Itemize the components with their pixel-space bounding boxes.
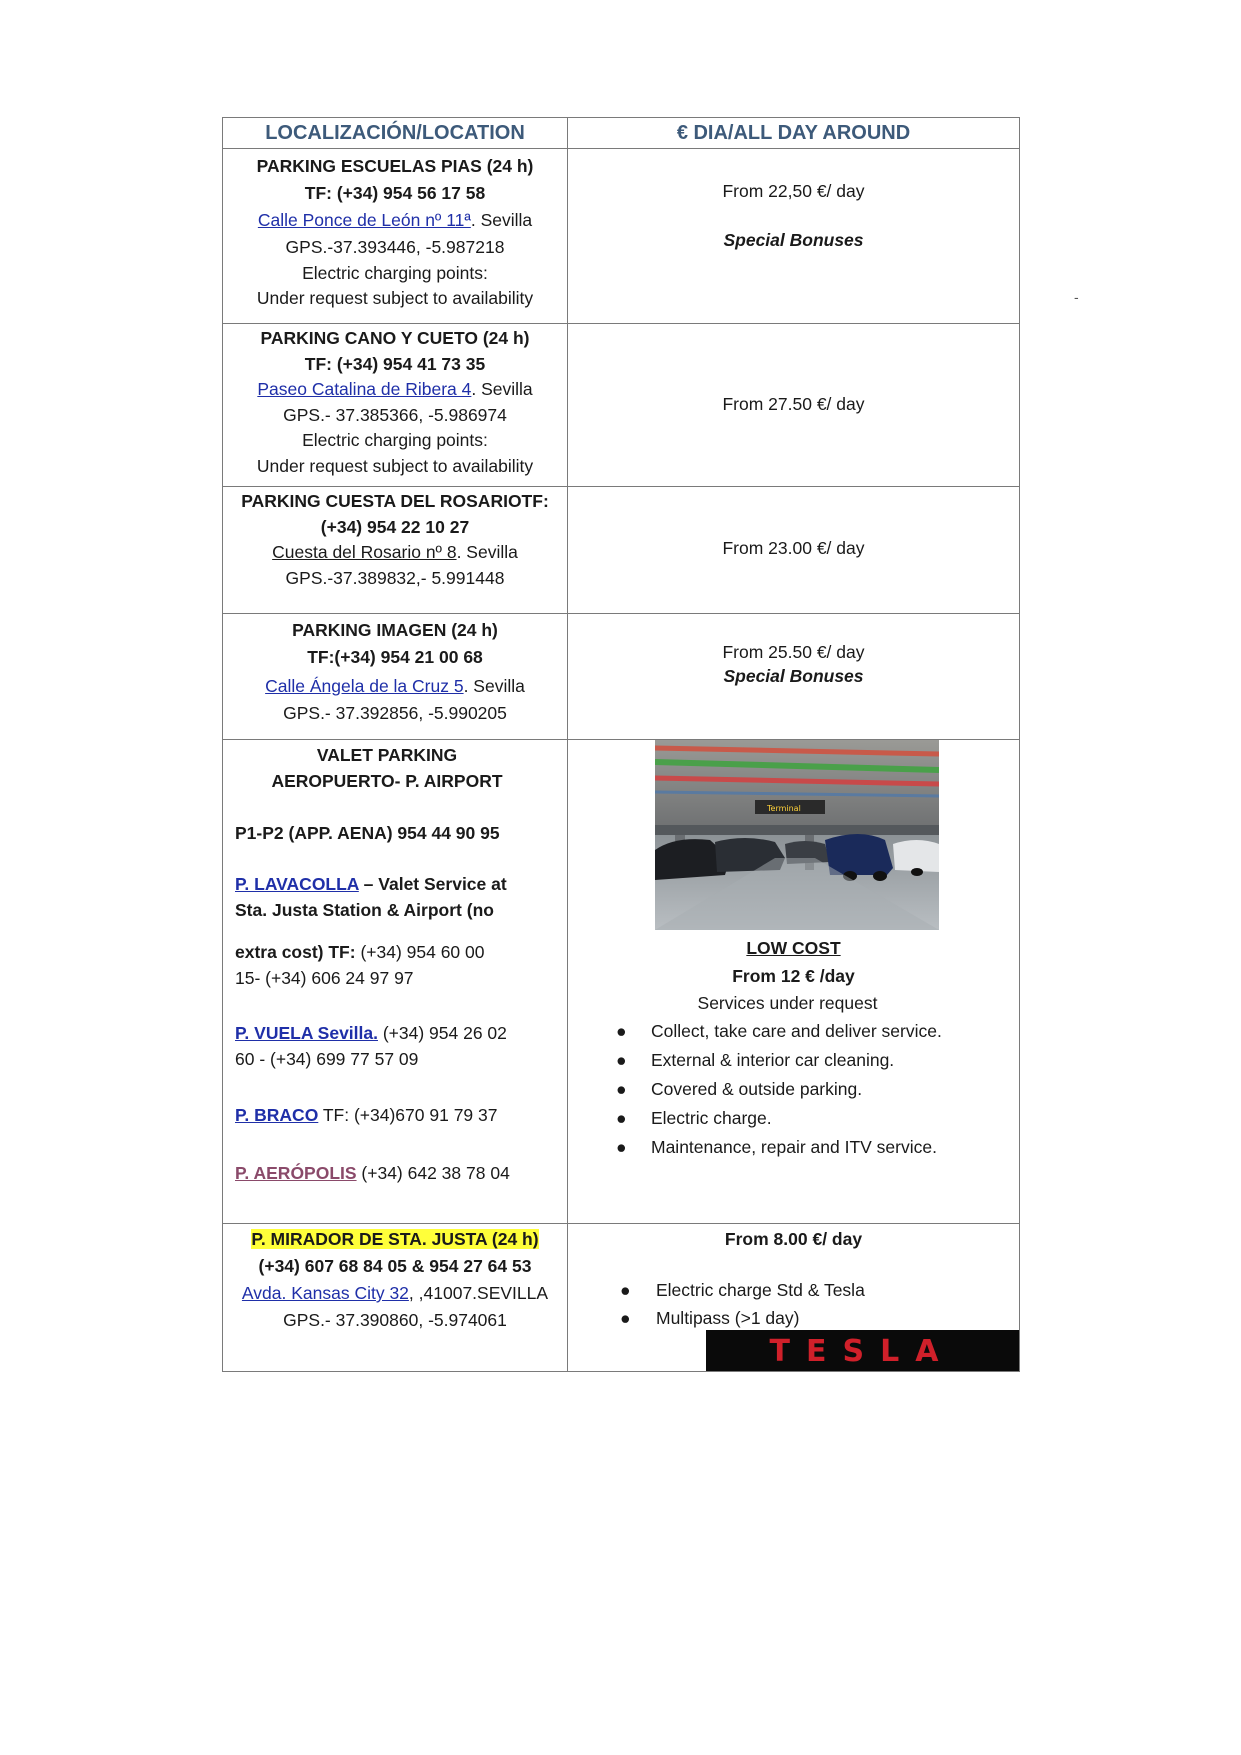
bullet-icon: ● [616, 1108, 627, 1128]
list-item: ● Collect, take care and deliver service. [568, 1017, 1019, 1046]
lavacolla-tel-2: 15- (+34) 606 24 97 97 [235, 968, 414, 988]
aeropolis-link[interactable]: P. AERÓPOLIS [235, 1163, 357, 1183]
table-row [223, 1224, 1020, 1372]
list-item: ● Covered & outside parking. [568, 1075, 1019, 1104]
bullet-icon: ● [616, 1050, 627, 1070]
bullet-icon: ● [616, 1137, 627, 1157]
table-row [223, 324, 1020, 487]
address-link[interactable]: Paseo Catalina de Ribera 4 [257, 379, 472, 399]
services-list [568, 1017, 1019, 1162]
price-text: From 25.50 €/ day [722, 642, 865, 662]
gps-coordinates: GPS.-37.389832,- 5.991448 [285, 567, 505, 588]
location-cell [223, 149, 568, 324]
vuela-tel-2: 60 - (+34) 699 77 57 09 [235, 1049, 419, 1069]
table-header-row [223, 118, 1020, 149]
lavacolla-link[interactable]: P. LAVACOLLA [235, 874, 359, 894]
charging-label: Electric charging points: [302, 430, 488, 450]
parking-tel: TF:(+34) 954 21 00 68 [307, 647, 483, 667]
bullet-icon: ● [620, 1280, 631, 1300]
mirador-price: From 8.00 €/ day [724, 1229, 863, 1249]
address-city: . Sevilla [456, 542, 518, 562]
location-cell [223, 614, 568, 740]
list-item: ● Electric charge Std & Tesla [568, 1276, 1019, 1304]
price-text: From 27.50 €/ day [722, 393, 865, 414]
location-cell [223, 740, 568, 1224]
charging-note: Under request subject to availability [256, 288, 534, 308]
address-city: . Sevilla [463, 676, 525, 696]
parking-tel: (+34) 954 22 10 27 [320, 516, 470, 537]
special-bonuses: Special Bonuses [723, 666, 864, 686]
mirador-features [568, 1276, 1019, 1332]
price-text: From 22,50 €/ day [722, 181, 865, 201]
price-cell [568, 149, 1020, 324]
parking-name: PARKING CUESTA DEL ROSARIOTF: [241, 491, 549, 511]
price-cell [568, 740, 1020, 1224]
price-text: From 23.00 €/ day [722, 537, 865, 558]
parking-tel: TF: (+34) 954 41 73 35 [304, 353, 486, 374]
lavacolla-text: – Valet Service at [358, 874, 507, 894]
price-cell [568, 487, 1020, 614]
address-rest: , ,41007.SEVILLA [408, 1283, 549, 1303]
valet-title: VALET PARKING [316, 745, 458, 765]
charging-note: Under request subject to availability [256, 455, 534, 476]
gps-coordinates: GPS.- 37.385366, -5.986974 [283, 404, 507, 425]
lavacolla-tel: (+34) 954 60 00 [355, 942, 485, 962]
tesla-logo-text: TESLA [769, 1334, 955, 1369]
list-item: ● Electric charge. [568, 1104, 1019, 1133]
location-cell [223, 324, 568, 487]
table-row [223, 149, 1020, 324]
address-city: . Sevilla [470, 210, 533, 230]
valet-subtitle: AEROPUERTO- P. AIRPORT [271, 771, 503, 791]
location-cell [223, 487, 568, 614]
aeropolis-tel: (+34) 642 38 78 04 [356, 1163, 510, 1183]
parking-name: PARKING CANO Y CUETO (24 h) [260, 328, 530, 348]
low-cost-label: LOW COST [746, 938, 841, 958]
charging-label: Electric charging points: [302, 263, 488, 283]
list-item: ● Maintenance, repair and ITV service. [568, 1133, 1019, 1162]
mirador-tel: (+34) 607 68 84 05 & 954 27 64 53 [258, 1256, 532, 1276]
lavacolla-text-2: Sta. Justa Station & Airport (no [235, 900, 494, 920]
low-cost-price: From 12 € /day [732, 966, 855, 986]
header-location: LOCALIZACIÓN/LOCATION [223, 118, 568, 149]
table-row [223, 740, 1020, 1224]
address-city: . Sevilla [471, 379, 533, 399]
address-link[interactable]: Calle Ponce de León nº 11ª [257, 210, 471, 230]
bullet-icon: ● [620, 1308, 631, 1328]
list-item: ● Multipass (>1 day) [568, 1304, 1019, 1332]
address-link[interactable]: Cuesta del Rosario nº 8 [272, 542, 457, 562]
parking-name: PARKING IMAGEN (24 h) [292, 620, 498, 640]
special-bonuses: Special Bonuses [723, 230, 864, 250]
parking-name: PARKING ESCUELAS PIAS (24 h) [256, 156, 534, 176]
parking-garage-photo [655, 740, 939, 930]
mirador-name: P. MIRADOR DE STA. JUSTA (24 h) [251, 1229, 539, 1249]
header-price: € DIA/ALL DAY AROUND [568, 118, 1020, 149]
parking-tel: TF: (+34) 954 56 17 58 [304, 183, 486, 203]
terminal-sign-text: Terminal [767, 804, 801, 813]
table-row [223, 487, 1020, 614]
lavacolla-text-3: extra cost) TF: [235, 942, 356, 962]
gps-coordinates: GPS.-37.393446, -5.987218 [285, 237, 505, 257]
bullet-icon: ● [616, 1079, 627, 1099]
gps-coordinates: GPS.- 37.392856, -5.990205 [283, 703, 507, 723]
gps-coordinates: GPS.- 37.390860, -5.974061 [283, 1310, 507, 1330]
price-cell [568, 614, 1020, 740]
list-item: ● External & interior car cleaning. [568, 1046, 1019, 1075]
address-link[interactable]: Calle Ángela de la Cruz 5 [265, 676, 464, 696]
tesla-logo [706, 1330, 1019, 1371]
margin-mark: - [1074, 289, 1079, 305]
vuela-tel: (+34) 954 26 02 [377, 1023, 507, 1043]
braco-tel: TF: (+34)670 91 79 37 [318, 1105, 498, 1125]
price-cell [568, 1224, 1020, 1372]
address-link[interactable]: Avda. Kansas City 32 [241, 1283, 409, 1303]
price-cell [568, 324, 1020, 487]
parking-table [222, 117, 1020, 1372]
vuela-link[interactable]: P. VUELA Sevilla. [235, 1023, 378, 1043]
table-row [223, 614, 1020, 740]
bullet-icon: ● [616, 1021, 627, 1041]
braco-link[interactable]: P. BRACO [235, 1105, 319, 1125]
aena-line: P1-P2 (APP. AENA) 954 44 90 95 [235, 823, 500, 843]
location-cell [223, 1224, 568, 1372]
services-note: Services under request [697, 993, 878, 1013]
